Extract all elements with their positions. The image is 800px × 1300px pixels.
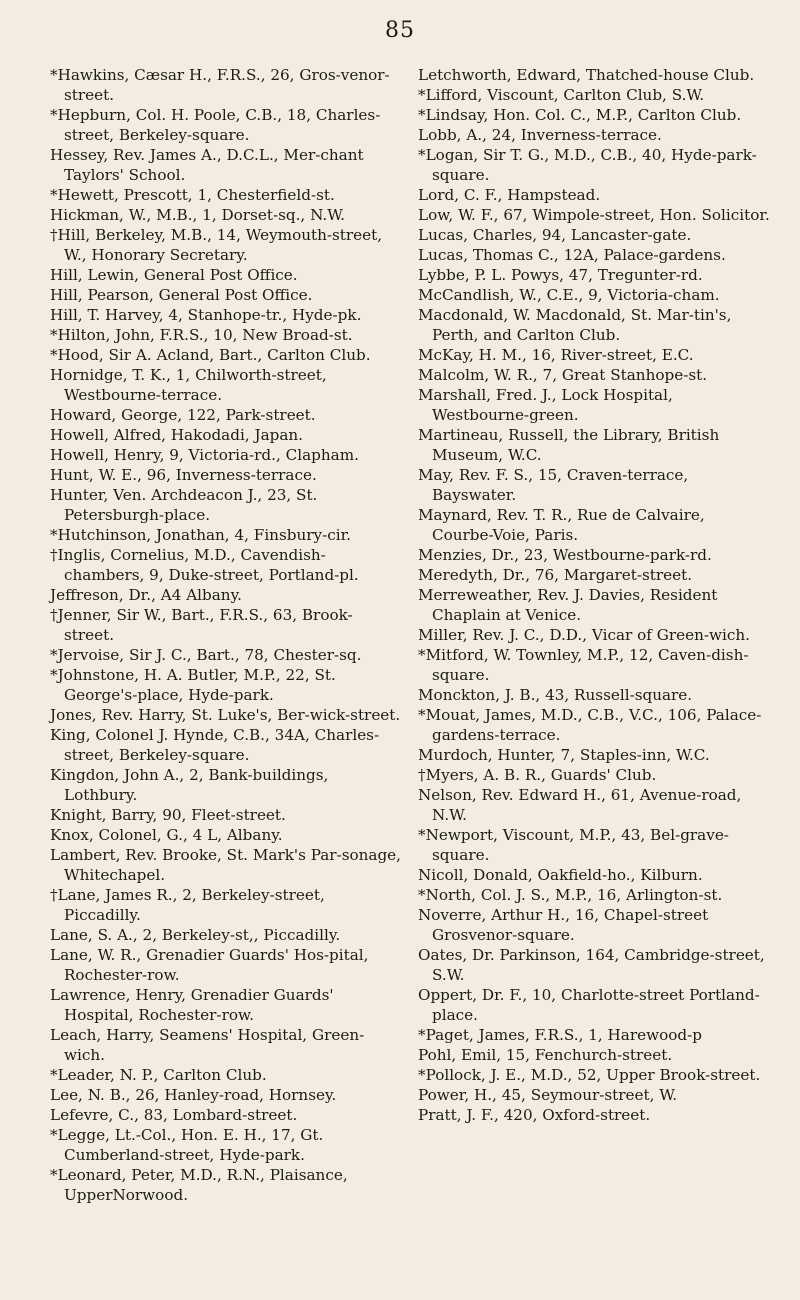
directory-entry: *Paget, James, F.R.S., 1, Harewood-p	[418, 1026, 702, 1044]
directory-entry: *Pollock, J. E., M.D., 52, Upper Brook-street.	[418, 1066, 761, 1084]
directory-entry: *Leader, N. P., Carlton Club.	[50, 1066, 267, 1084]
directory-entry: Hunter, Ven. Archdeacon J., 23, St. Petersburgh-place.	[50, 486, 318, 524]
directory-entry: Lambert, Rev. Brooke, St. Mark's Par-sonage, Whitechapel.	[50, 846, 402, 884]
directory-entry: May, Rev. F. S., 15, Craven-terrace, Bayswater.	[418, 466, 689, 504]
directory-entry: Martineau, Russell, the Library, British Museum, W.C.	[418, 426, 720, 464]
directory-entry: *Jervoise, Sir J. C., Bart., 78, Chester-sq.	[50, 646, 362, 664]
directory-entry: Kingdon, John A., 2, Bank-buildings, Lothbury.	[50, 766, 329, 804]
directory-entry: †Hill, Berkeley, M.B., 14, Weymouth-street, W., Honorary Secretary.	[50, 226, 383, 264]
directory-entry: Lybbe, P. L. Powys, 47, Tregunter-rd.	[418, 266, 703, 284]
directory-entry: Low, W. F., 67, Wimpole-street, Hon. Solicitor.	[418, 206, 770, 224]
directory-entry: †Jenner, Sir W., Bart., F.R.S., 63, Brook-street.	[50, 606, 353, 644]
directory-entry: Power, H., 45, Seymour-street, W.	[418, 1086, 678, 1104]
directory-entry: Maynard, Rev. T. R., Rue de Calvaire, Courbe-Voie, Paris.	[418, 506, 705, 544]
directory-entry: †Lane, James R., 2, Berkeley-street, Piccadilly.	[50, 886, 325, 924]
right-column	[418, 65, 770, 1125]
directory-entry: Howell, Alfred, Hakodadi, Japan.	[50, 426, 304, 444]
directory-entry: McKay, H. M., 16, River-street, E.C.	[418, 346, 694, 364]
directory-entry: Lefevre, C., 83, Lombard-street.	[50, 1106, 298, 1124]
directory-entry: Nicoll, Donald, Oakfield-ho., Kilburn.	[418, 866, 703, 884]
directory-entry: Leach, Harry, Seamens' Hospital, Green-wich.	[50, 1026, 365, 1064]
page-number: 85	[385, 18, 415, 43]
directory-entry: Marshall, Fred. J., Lock Hospital, Westbourne-green.	[418, 386, 673, 424]
directory-entry: Oates, Dr. Parkinson, 164, Cambridge-street, S.W.	[418, 946, 765, 984]
directory-entry: *Hutchinson, Jonathan, 4, Finsbury-cir.	[50, 526, 352, 544]
left-column	[50, 65, 402, 1205]
directory-entry: *Johnstone, H. A. Butler, M.P., 22, St. George's-place, Hyde-park.	[50, 666, 336, 704]
directory-entry: *Lifford, Viscount, Carlton Club, S.W.	[418, 86, 705, 104]
directory-entry: *Hilton, John, F.R.S., 10, New Broad-st.	[50, 326, 353, 344]
directory-entry: †Myers, A. B. R., Guards' Club.	[418, 766, 657, 784]
directory-entry: *Hood, Sir A. Acland, Bart., Carlton Club.	[50, 346, 371, 364]
directory-entry: Lucas, Thomas C., 12A, Palace-gardens.	[418, 246, 726, 264]
directory-entry: Lawrence, Henry, Grenadier Guards' Hospital, Rochester-row.	[50, 986, 334, 1024]
directory-entry: Lucas, Charles, 94, Lancaster-gate.	[418, 226, 692, 244]
directory-entry: Miller, Rev. J. C., D.D., Vicar of Green-wich.	[418, 626, 750, 644]
directory-entry: King, Colonel J. Hynde, C.B., 34A, Charles-street, Berkeley-square.	[50, 726, 380, 764]
directory-entry: Lee, N. B., 26, Hanley-road, Hornsey.	[50, 1086, 337, 1104]
directory-entry: *Leonard, Peter, M.D., R.N., Plaisance, UpperNorwood.	[50, 1166, 348, 1204]
directory-entry: *Lindsay, Hon. Col. C., M.P., Carlton Club.	[418, 106, 742, 124]
directory-entry: Merreweather, Rev. J. Davies, Resident Chaplain at Venice.	[418, 586, 718, 624]
directory-entry: Monckton, J. B., 43, Russell-square.	[418, 686, 693, 704]
directory-entry: Noverre, Arthur H., 16, Chapel-street Grosvenor-square.	[418, 906, 709, 944]
directory-entry: Lane, W. R., Grenadier Guards' Hos-pital, Rochester-row.	[50, 946, 369, 984]
directory-entry: *Hewett, Prescott, 1, Chesterfield-st.	[50, 186, 335, 204]
directory-entry: Meredyth, Dr., 76, Margaret-street.	[418, 566, 693, 584]
directory-entry: Pratt, J. F., 420, Oxford-street.	[418, 1106, 651, 1124]
directory-entry: *North, Col. J. S., M.P., 16, Arlington-st.	[418, 886, 723, 904]
directory-entry: Jones, Rev. Harry, St. Luke's, Ber-wick-street.	[50, 706, 401, 724]
directory-entry: Hornidge, T. K., 1, Chilworth-street, Westbourne-terrace.	[50, 366, 327, 404]
directory-entry: *Hepburn, Col. H. Poole, C.B., 18, Charles-street, Berkeley-square.	[50, 106, 381, 144]
directory-entry: Hill, Lewin, General Post Office.	[50, 266, 298, 284]
directory-entry: Letchworth, Edward, Thatched-house Club.	[418, 66, 755, 84]
directory-entry: Malcolm, W. R., 7, Great Stanhope-st.	[418, 366, 708, 384]
directory-entry: Hill, Pearson, General Post Office.	[50, 286, 313, 304]
directory-entry: Jeffreson, Dr., A4 Albany.	[50, 586, 242, 604]
directory-entry: Nelson, Rev. Edward H., 61, Avenue-road, N.W.	[418, 786, 742, 824]
directory-entry: *Newport, Viscount, M.P., 43, Bel-grave-square.	[418, 826, 729, 864]
directory-entry: Pohl, Emil, 15, Fenchurch-street.	[418, 1046, 673, 1064]
directory-entry: *Mitford, W. Townley, M.P., 12, Caven-dish-square.	[418, 646, 749, 684]
directory-entry: *Legge, Lt.-Col., Hon. E. H., 17, Gt. Cumberland-street, Hyde-park.	[50, 1126, 324, 1164]
directory-entry: *Logan, Sir T. G., M.D., C.B., 40, Hyde-park-square.	[418, 146, 757, 184]
directory-entry: Oppert, Dr. F., 10, Charlotte-street Portland-place.	[418, 986, 760, 1024]
directory-entry: Knox, Colonel, G., 4 L, Albany.	[50, 826, 283, 844]
directory-entry: *Mouat, James, M.D., C.B., V.C., 106, Palace-gardens-terrace.	[418, 706, 762, 744]
directory-entry: Menzies, Dr., 23, Westbourne-park-rd.	[418, 546, 712, 564]
directory-entry: Hickman, W., M.B., 1, Dorset-sq., N.W.	[50, 206, 346, 224]
directory-entry: Howard, George, 122, Park-street.	[50, 406, 316, 424]
directory-entry: Lord, C. F., Hampstead.	[418, 186, 601, 204]
directory-entry: Lobb, A., 24, Inverness-terrace.	[418, 126, 662, 144]
directory-entry: Knight, Barry, 90, Fleet-street.	[50, 806, 286, 824]
directory-entry: Hessey, Rev. James A., D.C.L., Mer-chant Taylors' School.	[50, 146, 364, 184]
directory-entry: †Inglis, Cornelius, M.D., Cavendish-chambers, 9, Duke-street, Portland-pl.	[50, 546, 359, 584]
directory-entry: *Hawkins, Cæsar H., F.R.S., 26, Gros-venor-street.	[50, 66, 390, 104]
directory-entry: Hunt, W. E., 96, Inverness-terrace.	[50, 466, 317, 484]
directory-entry: Lane, S. A., 2, Berkeley-st,, Piccadilly.	[50, 926, 341, 944]
directory-entry: Howell, Henry, 9, Victoria-rd., Clapham.	[50, 446, 359, 464]
directory-entry: Macdonald, W. Macdonald, St. Mar-tin's, Perth, and Carlton Club.	[418, 306, 732, 344]
directory-entry: Murdoch, Hunter, 7, Staples-inn, W.C.	[418, 746, 710, 764]
directory-entry: Hill, T. Harvey, 4, Stanhope-tr., Hyde-pk.	[50, 306, 362, 324]
directory-entry: McCandlish, W., C.E., 9, Victoria-cham.	[418, 286, 720, 304]
